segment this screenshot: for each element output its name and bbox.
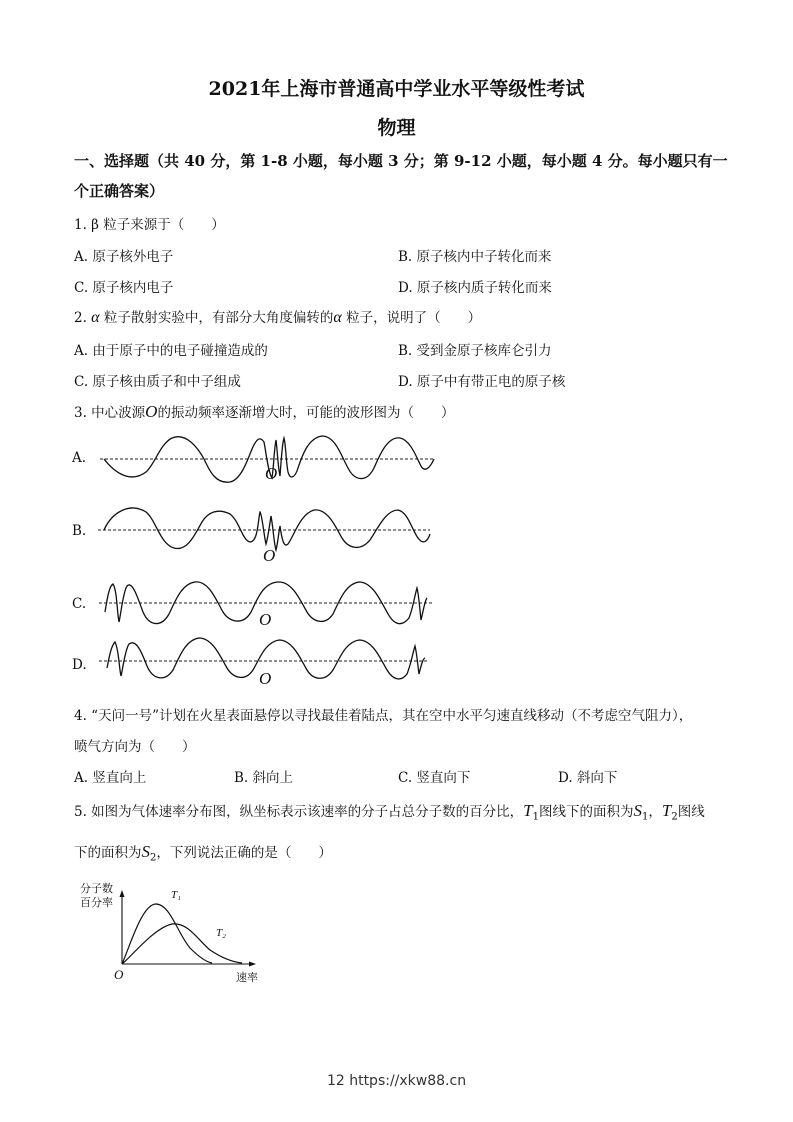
q5-text: 5. 如图为气体速率分布图，纵坐标表示该速率的分子占总分子数的百分比，	[74, 804, 524, 820]
q3-stem-post: 的振动频率逐渐增大时，可能的波形图为（ ）	[157, 405, 455, 421]
q4-stem-line2: 喷气方向为（ ）	[74, 739, 196, 755]
subject-title: 物理	[377, 117, 416, 139]
origin-label: O	[259, 669, 272, 688]
q1-option-d: D. 原子核内质子转化而来	[398, 280, 552, 296]
q2-stem-mid: 粒子散射实验中，有部分大角度偏转的	[99, 310, 334, 326]
q3-stem-pre: 3. 中心波源	[74, 405, 146, 421]
q2-option-c: C. 原子核由质子和中子组成	[74, 374, 241, 390]
section-header-line1: 一、选择题（共 40 分，第 1-8 小题，每小题 3 分；第 9-12 小题，每小题 4 分。每小题只有一	[74, 152, 728, 170]
q4-option-d: D. 斜向下	[558, 770, 618, 786]
s2-symbol: S	[141, 842, 150, 861]
wave-curve	[104, 508, 430, 550]
q5-text: 图线	[677, 804, 705, 820]
q5-text: 图线下的面积为	[539, 804, 634, 820]
q3-stem	[74, 401, 454, 422]
t1-symbol: T	[523, 801, 533, 820]
q3-label-b: B.	[72, 523, 87, 539]
q3-waveform-d	[95, 632, 440, 692]
s2-subscript: 2	[150, 852, 157, 864]
s1-symbol: S	[633, 801, 643, 820]
origin-label: O	[259, 610, 272, 629]
t1-curve-label: T₁	[171, 889, 181, 901]
q3-label-c: C.	[72, 596, 87, 612]
q2-stem-post: 粒子，说明了（ ）	[341, 310, 482, 326]
q1-option-a: A. 原子核外电子	[74, 249, 174, 265]
x-axis-label: 速率	[236, 972, 258, 984]
q3-label-d: D.	[72, 657, 87, 673]
q2-option-b: B. 受到金原子核库仑引力	[398, 343, 552, 359]
t2-curve-label: T₂	[216, 927, 226, 939]
q5-text: ，	[648, 804, 662, 820]
graph-origin-label: O	[114, 967, 124, 982]
q2-stem	[74, 306, 481, 327]
q4-option-c: C. 竖直向下	[398, 770, 471, 786]
t2-subscript: 2	[671, 811, 678, 823]
origin-label: O	[265, 464, 278, 483]
q2-option-a: A. 由于原子中的电子碰撞造成的	[74, 343, 268, 359]
t1-curve	[122, 904, 212, 964]
speed-distribution-graph	[70, 876, 270, 991]
q3-source-symbol: O	[145, 402, 158, 421]
section-header-line2: 个正确答案）	[74, 182, 165, 200]
y-axis-arrow	[120, 890, 125, 897]
q1-option-b: B. 原子核内中子转化而来	[398, 249, 552, 265]
t1-subscript: 1	[532, 811, 540, 823]
q5-text: ，下列说法正确的是（ ）	[156, 845, 332, 861]
q3-waveform-c	[95, 572, 440, 640]
q3-waveform-a	[90, 428, 450, 498]
y-axis-label-1: 分子数	[80, 883, 113, 895]
t2-symbol: T	[661, 801, 672, 820]
q2-stem-pre: 2.	[74, 310, 92, 326]
origin-label: O	[263, 546, 276, 565]
q4-stem-line1: 4. “天问一号”计划在火星表面悬停以寻找最佳着陆点，其在空中水平匀速直线移动（不考虑空气阻力），	[74, 708, 693, 724]
q5-text: 下的面积为	[74, 845, 142, 861]
s1-subscript: 1	[642, 811, 649, 823]
q3-label-a: A.	[72, 450, 87, 466]
q1-stem: 1. β 粒子来源于（ ）	[74, 217, 225, 233]
q2-option-d: D. 原子中有带正电的原子核	[398, 374, 566, 390]
q4-option-a: A. 竖直向上	[74, 770, 147, 786]
q4-option-b: B. 斜向上	[234, 770, 294, 786]
q5-stem-line2	[74, 841, 332, 864]
q3-waveform-b	[90, 500, 450, 570]
exam-title: 2021年上海市普通高中学业水平等级性考试	[208, 78, 585, 100]
y-axis-label-2: 百分率	[80, 897, 113, 909]
page-footer: 12 https://xkw88.cn	[326, 1073, 467, 1089]
alpha-symbol: α	[333, 309, 342, 326]
alpha-symbol: α	[91, 309, 100, 326]
q5-stem-line1	[74, 800, 705, 823]
q1-option-c: C. 原子核内电子	[74, 280, 174, 296]
x-axis-arrow	[249, 962, 256, 967]
